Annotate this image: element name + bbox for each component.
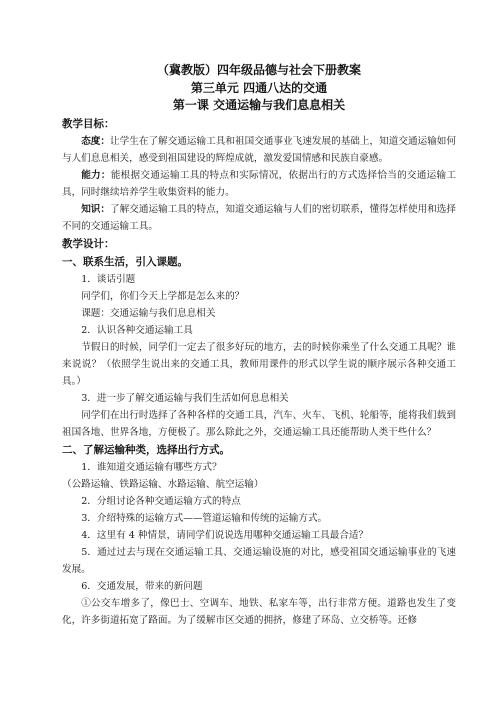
lesson-title: 第一课 交通运输与我们息息相关	[172, 98, 346, 112]
section1-step1: 1．谈话引题	[81, 273, 136, 285]
section2-step6-text: ①公交车增多了，像巴士、空调车、地铁、私家车等，出行非常方便。道路也发生了变化，许多街道拓宽了路面。为了缓解市区交通的拥挤，修建了环岛、立交桥等。还修	[62, 597, 456, 626]
section2-title: 二、了解运输种类，选择出行方式。	[62, 443, 230, 456]
section2-step4: 4．这里有 4 种情景，请同学们说说选用哪种交通运输工具最合适？	[81, 529, 369, 541]
goals-heading: 教学目标：	[62, 117, 115, 130]
goal-attitude	[62, 133, 456, 167]
section2-step3: 3．介绍特殊的运输方式——管道运输和传统的运输方式。	[81, 512, 328, 524]
section2-step5: 5．通过过去与现在交通运输工具、交通运输设施的对比，感受祖国交通运输事业的飞速发展。	[62, 546, 456, 575]
section2-step2: 2．分组讨论各种交通运输方式的特点	[81, 495, 241, 507]
goal-attitude-text: 让学生在了解交通运输工具和祖国交通事业飞速发展的基础上，知道交通运输如何与人们息息相关，感受到祖国建设的辉煌成就，激发爱国情感和民族自豪感。	[62, 135, 457, 164]
goal-ability-text: 能根据交通运输工具的特点和实际情况，依据出行的方式选择恰当的交通运输工具，同时继续培养学生收集资料的能力。	[62, 169, 457, 198]
goal-knowledge-label: 知识：	[81, 203, 111, 215]
section1-step2-text: 节假日的时候，同学们一定去了很多好玩的地方，去的时候你乘坐了什么交通工具呢？谁来说说？（依照学生说出来的交通工具，教师用课件的形式以学生说的顺序展示各种交通工具。）	[62, 341, 456, 387]
document-title: （冀教版）四年级品德与社会下册教案	[156, 63, 361, 77]
goal-ability	[62, 167, 456, 201]
goal-knowledge	[62, 201, 456, 235]
section1-step3: 3．进一步了解交通运输与我们生活如何息息相关	[81, 392, 289, 404]
design-heading: 教学设计：	[62, 237, 115, 250]
section1-title: 一、联系生活，引入课题。	[62, 255, 188, 268]
section1-step1-question: 同学们，你们今天上学都是怎么来的？	[81, 290, 245, 302]
section2-step6: 6．交通发展，带来的新问题	[81, 580, 203, 592]
goal-knowledge-text: 了解交通运输工具的特点，知道交通运输与人们的密切联系，懂得怎样使用和选择不同的交通运输工具。	[62, 203, 457, 232]
goal-attitude-label: 态度：	[81, 135, 111, 147]
section1-step1-topic: 课题：交通运输与我们息息相关	[81, 307, 216, 319]
section2-step1: 1．谁知道交通运输有哪些方式？	[81, 461, 222, 473]
goal-ability-label: 能力：	[81, 169, 111, 181]
section1-step3-text: 同学们在出行时选择了各种各样的交通工具，汽车、火车、飞机、轮船等，能将我们载到祖国各地、世界各地，方便极了。那么除此之外，交通运输工具还能帮助人类干些什么？	[62, 409, 456, 438]
unit-title: 第三单元 四通八达的交通	[190, 80, 328, 95]
section2-step1-answer: （公路运输、铁路运输、水路运输、航空运输）	[62, 478, 264, 490]
section1-step2: 2．认识各种交通运输工具	[81, 324, 193, 336]
